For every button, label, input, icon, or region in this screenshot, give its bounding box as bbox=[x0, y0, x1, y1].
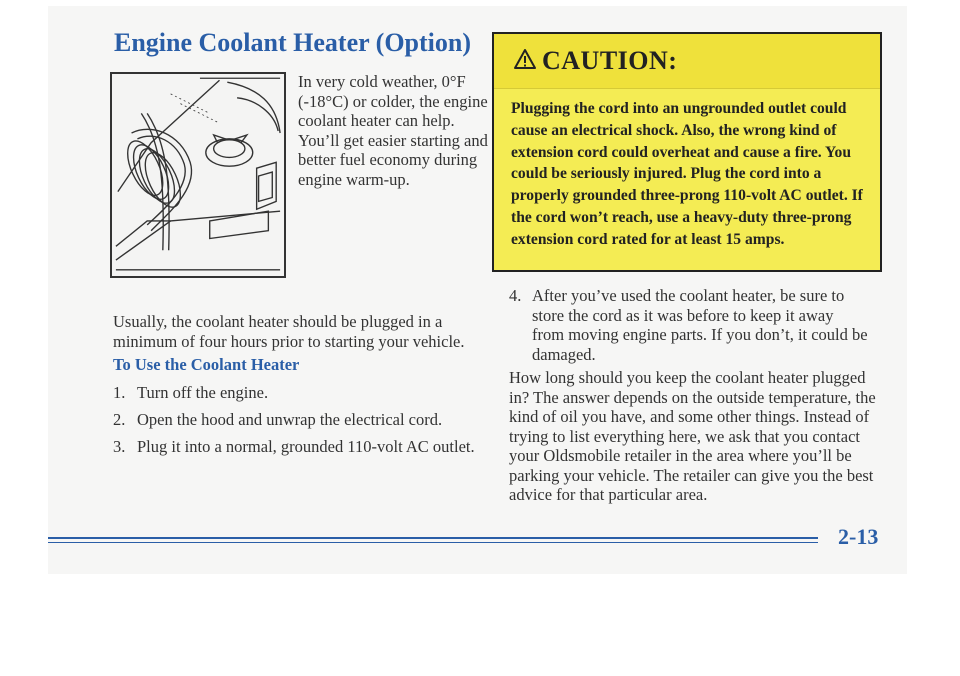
step-number: 4. bbox=[509, 286, 522, 305]
caution-box bbox=[492, 32, 882, 272]
footer-rule bbox=[48, 537, 818, 539]
step-number: 3. bbox=[113, 437, 126, 456]
warning-triangle-icon bbox=[513, 48, 537, 70]
intro-paragraph: In very cold weather, 0°F (-18°C) or colder, the engine coolant heater can help. You’ll get easier starting and better fuel economy during engine warm-up. bbox=[298, 72, 488, 189]
step-number: 1. bbox=[113, 383, 126, 402]
caution-text: Plugging the cord into an ungrounded outlet could cause an electrical shock. Also, the wrong kind of extension cord could overheat and cause a fire. You could be seriously injured. Plug the cord into a properly grounded three-prong 110-volt AC outlet. If the cord won’t reach, use a heavy-duty three-prong extension cord rated for at least 15 amps. bbox=[511, 100, 863, 248]
page-title: Engine Coolant Heater (Option) bbox=[114, 28, 472, 57]
section-subheading: To Use the Coolant Heater bbox=[113, 355, 300, 374]
step-text: Open the hood and unwrap the electrical cord. bbox=[137, 410, 443, 429]
step-1 bbox=[113, 383, 268, 403]
step-number: 2. bbox=[113, 410, 126, 429]
step-text: Plug it into a normal, grounded 110-volt AC outlet. bbox=[137, 437, 475, 456]
step-2 bbox=[113, 410, 442, 430]
caution-label: CAUTION: bbox=[542, 46, 678, 75]
duration-paragraph: How long should you keep the coolant heater plugged in? The answer depends on the outside temperature, the kind of oil you have, and some other things. Instead of trying to list everything here, we ask that you contact your Oldsmobile retailer in the area where you’ll be parking your vehicle. The retailer can give you the best advice for that particular area. bbox=[509, 368, 876, 504]
engine-coolant-heater-illustration bbox=[110, 72, 286, 278]
step-text: After you’ve used the coolant heater, be sure to store the cord as it was before to keep it away from moving engine parts. If you don’t, it could be damaged. bbox=[532, 286, 868, 364]
step-3 bbox=[113, 437, 475, 457]
step-text: Turn off the engine. bbox=[137, 383, 269, 402]
page-number: 2-13 bbox=[838, 524, 879, 549]
step-4 bbox=[509, 286, 869, 364]
caution-header bbox=[494, 34, 880, 89]
usage-paragraph: Usually, the coolant heater should be plugged in a minimum of four hours prior to starting your vehicle. bbox=[113, 312, 465, 351]
footer-rule-thin bbox=[48, 542, 818, 543]
